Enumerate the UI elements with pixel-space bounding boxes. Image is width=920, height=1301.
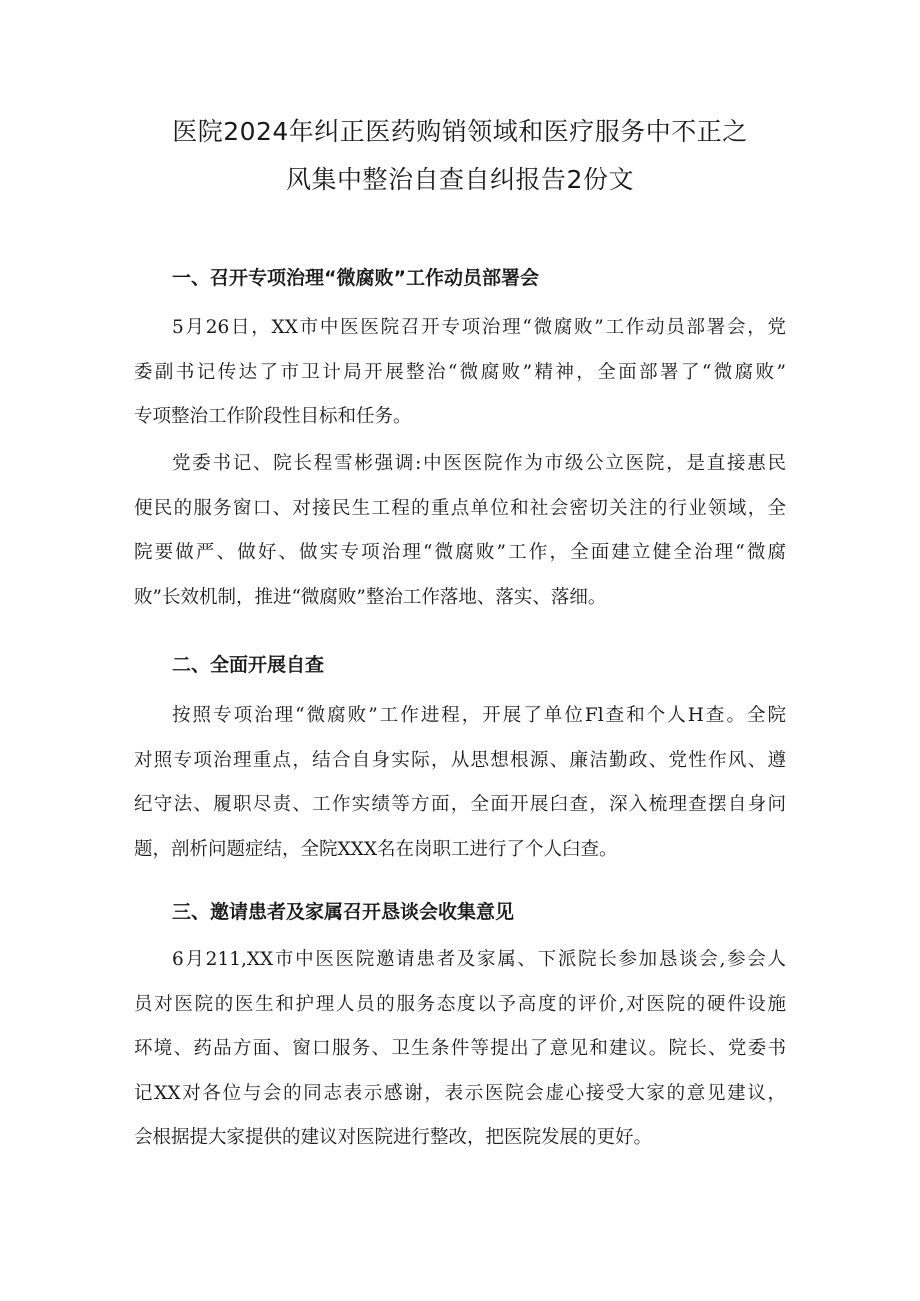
paragraph-line: 记XX对各位与会的同志表示感谢，表示医院会虚心接受大家的意见建议， [134, 1082, 786, 1104]
section-1-paragraph-2 [134, 442, 786, 620]
paragraph-line: 员对医院的医生和护理人员的服务态度以予高度的评价,对医院的硬件设施 [134, 993, 786, 1015]
paragraph-line: 专项整治工作阶段性目标和任务。 [134, 406, 412, 427]
paragraph-line: 题，剖析问题症结，全院XXX名在岗职工进行了个人臼查。 [134, 838, 618, 860]
paragraph-line: 院要做严、做好、做实专项治理“微腐败”工作，全面建立健全治理“微腐 [134, 542, 786, 563]
title-line-1: 医院2024年纠正医药购销领域和医疗服务中不正之 [172, 117, 748, 146]
paragraph-line: 党委书记、院长程雪彬强调:中医医院作为市级公立医院，是直接惠民 [172, 453, 786, 474]
paragraph-line: 6月211,XX市中医医院邀请患者及家属、下派院长参加恳谈会,参会人 [172, 949, 786, 970]
title-line-2: 风集中整治自查自纠报告2份文 [286, 165, 634, 194]
paragraph-line: 败”长效机制，推进“微腐败”整治工作落地、落实、落细。 [134, 586, 607, 608]
paragraph-line: 按照专项治理“微腐败”工作进程，开展了单位Fl查和个人H查。全院 [172, 705, 786, 726]
paragraph-line: 5月26日，XX市中医医院召开专项治理“微腐败”工作动员部署会，党 [172, 317, 786, 338]
document-title [120, 108, 800, 204]
section-2-heading: 二、全面开展自查 [172, 654, 325, 676]
paragraph-line: 委副书记传达了市卫计局开展整治“微腐败”精神，全面部署了“微腐败” [134, 361, 786, 383]
section-2-paragraph-1 [134, 694, 786, 872]
paragraph-line: 纪守法、履职尽责、工作实绩等方面，全面开展臼查，深入梳理查摆自身问 [134, 794, 786, 815]
paragraph-line: 对照专项治理重点，结合自身实际，从思想根源、廉洁勤政、党性作风、遵 [134, 749, 786, 771]
paragraph-line: 环境、药品方面、窗口服务、卫生条件等提出了意见和建议。院长、党委书 [134, 1038, 786, 1059]
paragraph-line: 便民的服务窗口、对接民生工程的重点单位和社会密切关注的行业领域，全 [134, 497, 786, 519]
section-3-heading: 三、邀请患者及家属召开恳谈会收集意见 [172, 901, 515, 923]
paragraph-line: 会根据提大家提供的建议对医院进行整改，把医院发展的更好。 [134, 1127, 653, 1148]
section-1-paragraph-1 [134, 306, 786, 440]
section-1-heading: 一、召开专项治理“微腐败”工作动员部署会 [172, 267, 539, 289]
section-3-paragraph-1 [134, 938, 786, 1161]
